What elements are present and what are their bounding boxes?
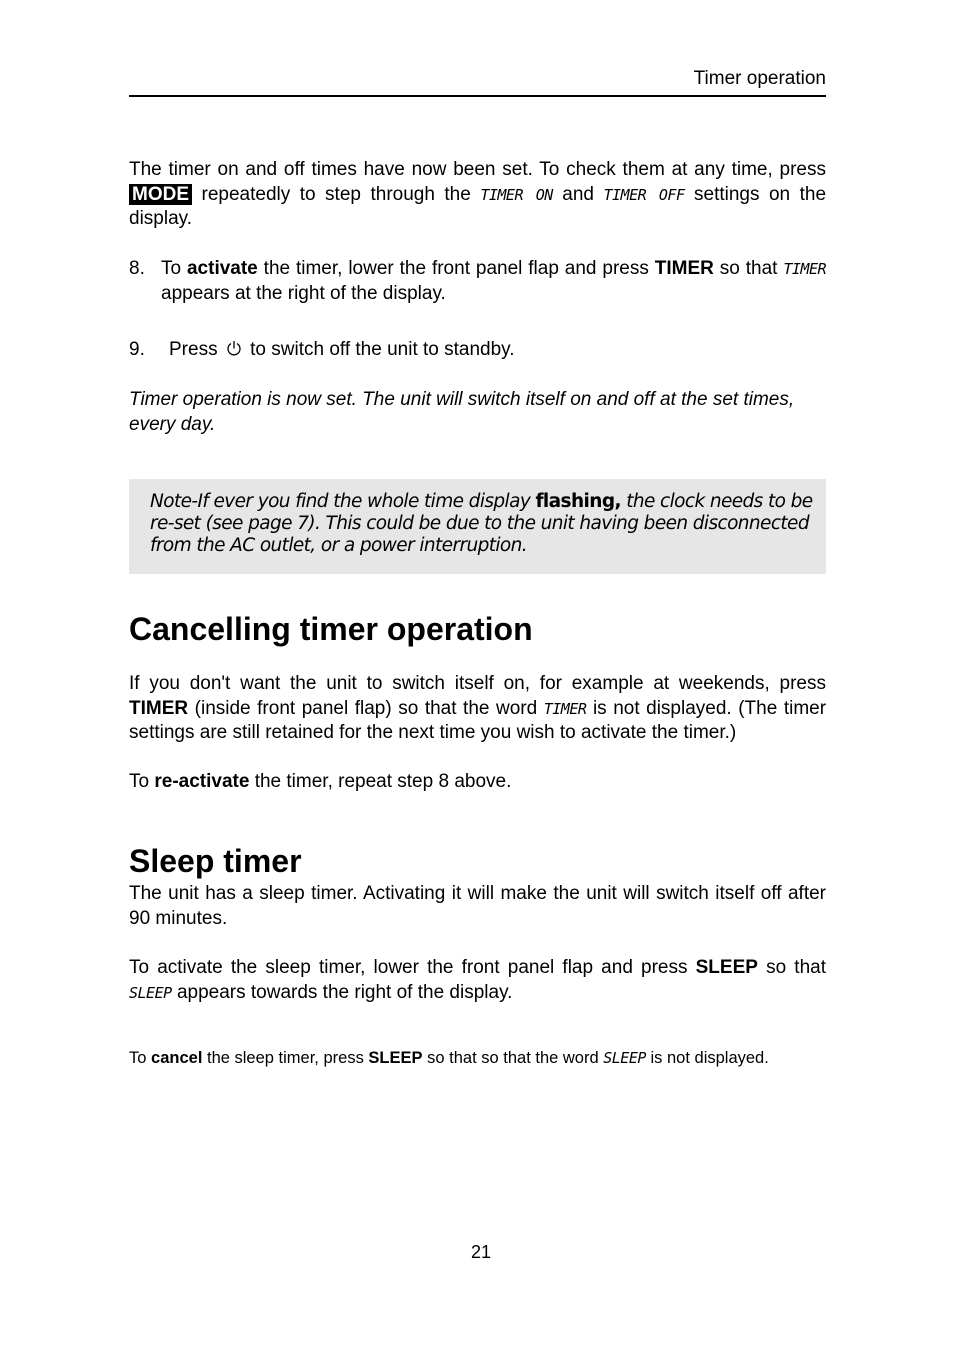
- power-icon: [226, 340, 242, 356]
- lcd-timer: TIMER: [783, 260, 827, 278]
- step-text: To activate the timer, lower the front panel flap and press TIMER so that TIMER appears at the right of the display.: [161, 258, 827, 304]
- step-number: 9.: [129, 339, 145, 360]
- header-rule: [129, 95, 826, 97]
- page-number: 21: [470, 1242, 492, 1262]
- sleep-cancel-paragraph: To cancel the sleep timer, press SLEEP so that so that the word SLEEP is not displayed.: [129, 1049, 769, 1067]
- sleep-intro-paragraph: The unit has a sleep timer. Activating it will make the unit will switch itself off after 90 minutes.: [129, 883, 826, 929]
- step-8: [129, 257, 826, 306]
- lcd-sleep: SLEEP: [603, 1049, 646, 1067]
- step-9: [129, 338, 826, 363]
- timer-key-label: TIMER: [654, 258, 714, 279]
- step-number: 8.: [129, 258, 145, 279]
- section-title-cancelling: Cancelling timer operation: [129, 611, 533, 647]
- lcd-sleep: SLEEP: [129, 983, 172, 1002]
- cancelling-paragraph: If you don't want the unit to switch itself on, for example at weekends, press TIMER (inside front panel flap) so that the word TIMER is not displayed. (The timer settings are still retained for the next time you wish to activate the timer.): [129, 673, 827, 743]
- reactivate-paragraph: To re-activate the timer, repeat step 8 above.: [129, 771, 512, 792]
- intro-paragraph: The timer on and off times have now been set. To check them at any time, press MODE repeatedly to step through the TIMER ON and TIMER OFF settings on the display.: [129, 159, 827, 229]
- lcd-timer: TIMER: [543, 699, 587, 718]
- note-box: [129, 479, 826, 574]
- lcd-timer-off: TIMER OFF: [603, 185, 685, 204]
- note-text: Note-If ever you find the whole time display flashing, the clock needs to be re-set (see page 7). This could be due to the unit having been disconnected from the AC outlet, or a power interruption.: [150, 491, 813, 556]
- running-header: Timer operation: [693, 68, 826, 89]
- section-title-sleep: Sleep timer: [129, 843, 302, 879]
- timer-set-note: Timer operation is now set. The unit will switch itself on and off at the set times, every day.: [129, 389, 795, 435]
- sleep-activate-paragraph: To activate the sleep timer, lower the front panel flap and press SLEEP so that SLEEP appears towards the right of the display.: [129, 957, 826, 1003]
- mode-key-label: MODE: [129, 184, 192, 205]
- lcd-timer-on: TIMER ON: [480, 185, 553, 204]
- step-text: Press to switch off the unit to standby.: [169, 339, 515, 360]
